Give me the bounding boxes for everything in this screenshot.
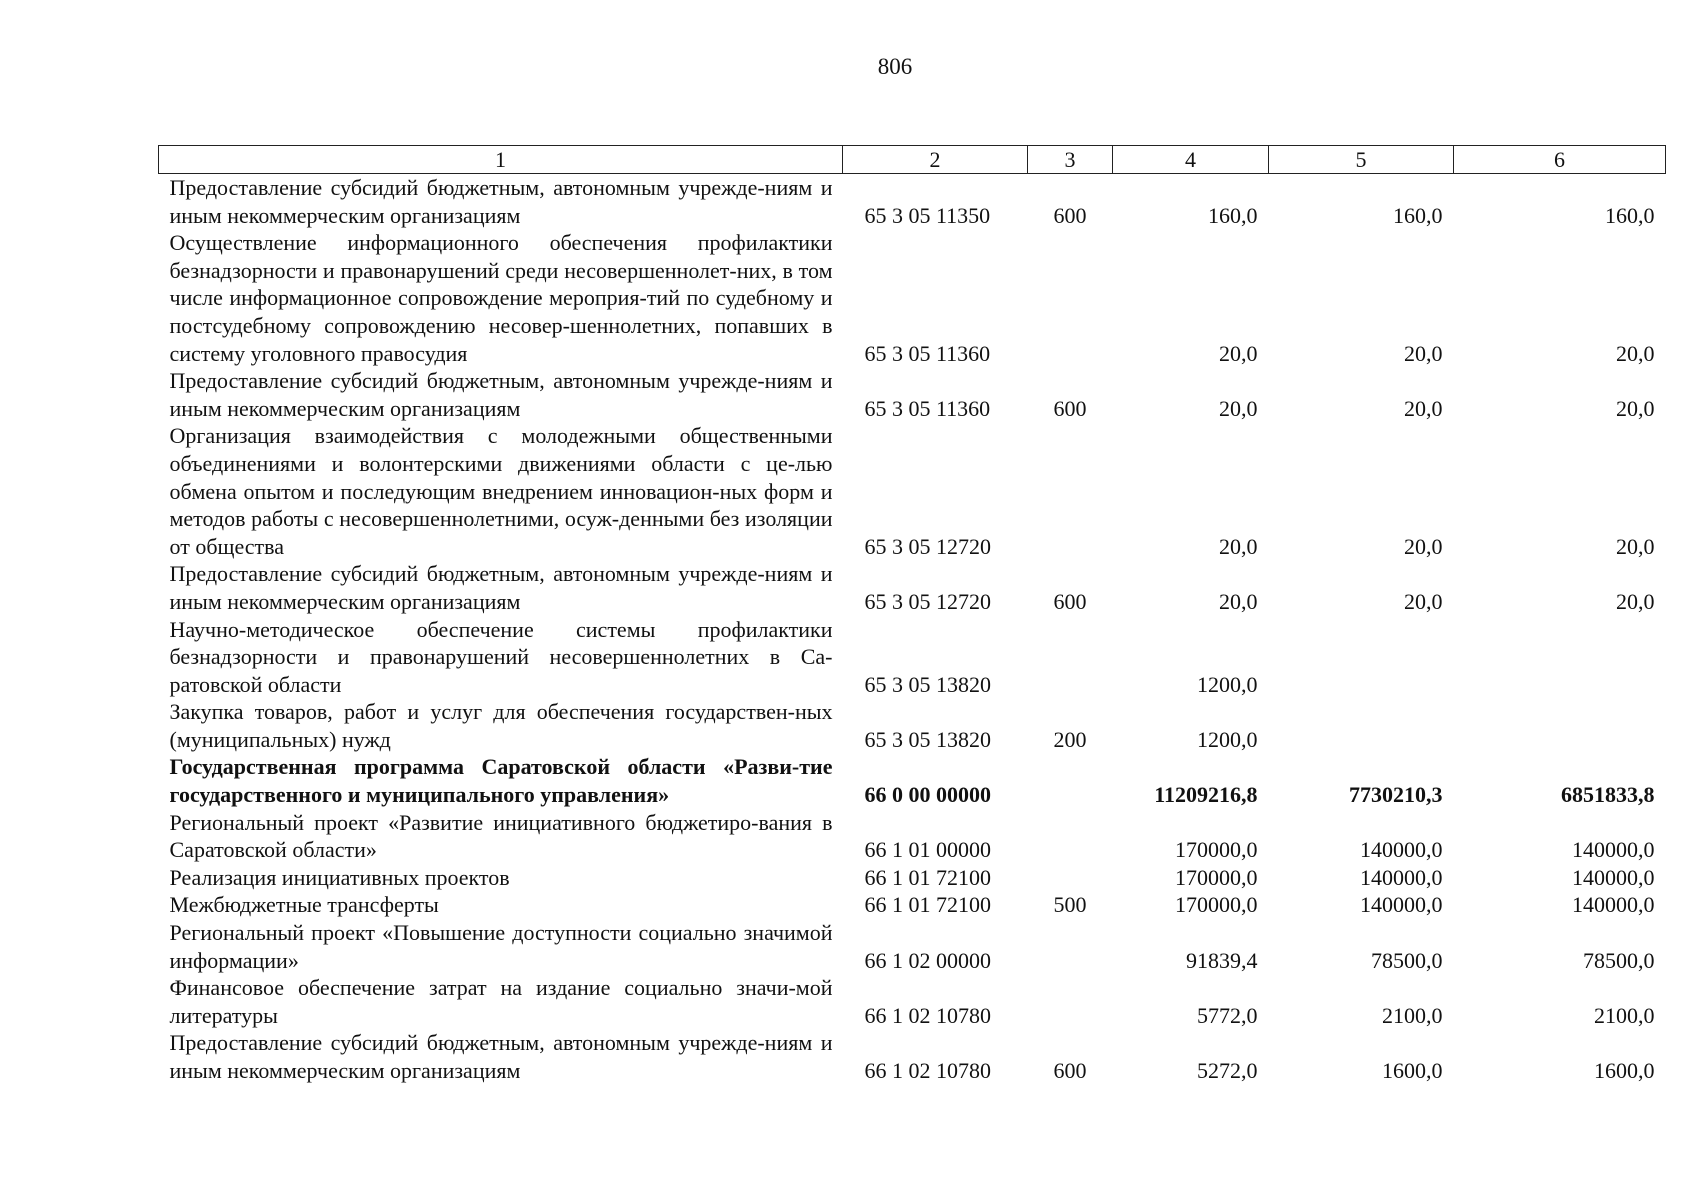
row-value-year1-cell: 20,0 [1219,533,1258,559]
row-type-cell: 200 [1053,726,1087,752]
table-body [159,174,1666,1085]
row-value-year1-cell: 20,0 [1219,395,1258,421]
row-code-cell: 66 1 01 72100 [864,864,991,890]
row-value-year3-cell: 20,0 [1616,395,1655,421]
row-value-year1-cell: 1200,0 [1197,671,1258,697]
row-code-cell: 65 3 05 12720 [864,588,991,614]
column-header-1: 1 [159,146,843,174]
row-code-cell: 65 3 05 13820 [864,671,991,697]
row-name-cell: Предоставление субсидий бюджетным, автономным учрежде-ниям и иным некоммерческим организациям [169,368,833,421]
row-value-year3-cell: 20,0 [1616,533,1655,559]
column-header-4: 4 [1113,146,1269,174]
column-header-2: 2 [843,146,1028,174]
page-number: 806 [877,54,913,79]
row-code-cell: 65 3 05 13820 [864,726,991,752]
row-value-year2-cell: 160,0 [1393,202,1443,228]
column-header-5: 5 [1269,146,1454,174]
row-type-cell [1028,616,1113,699]
table-row [159,229,1666,367]
table-row [159,864,1666,892]
row-type-cell [1028,919,1113,974]
row-value-year1-cell: 5772,0 [1197,1002,1258,1028]
row-value-year3-cell: 140000,0 [1572,864,1655,890]
row-name-cell: Региональный проект «Повышение доступности социально значимой информации» [169,920,833,973]
row-code-cell: 66 1 02 00000 [864,947,991,973]
row-code-cell: 65 3 05 11350 [864,202,991,228]
row-value-year2-cell: 20,0 [1404,340,1443,366]
table-row [159,367,1666,422]
row-type-cell [1028,974,1113,1029]
row-type-cell: 600 [1053,395,1087,421]
row-name-cell: Реализация инициативных проектов [169,864,510,890]
row-value-year3-cell: 160,0 [1605,202,1655,228]
row-type-cell: 600 [1053,202,1087,228]
column-header-3: 3 [1028,146,1113,174]
row-value-year2-cell: 2100,0 [1382,1002,1443,1028]
row-value-year2-cell: 20,0 [1404,395,1443,421]
row-value-year2-cell: 78500,0 [1371,947,1443,973]
table-row [159,753,1666,808]
table-row [159,560,1666,615]
row-value-year1-cell: 1200,0 [1197,726,1258,752]
row-value-year2-cell: 1600,0 [1382,1058,1443,1083]
table-header [159,146,1666,174]
row-type-cell: 500 [1053,892,1087,918]
row-name-cell: Осуществление информационного обеспечения профилактики безнадзорности и правонарушений среди несовершеннолет-них, в том числе информационное сопровождение мероприя-тий по судебному и постсудебному сопровождению несовер-шеннолетних, попавших в систему уголовного правосудия [169,230,833,366]
row-value-year1-cell: 170000,0 [1175,837,1258,863]
row-value-year3-cell: 2100,0 [1594,1002,1655,1028]
row-code-cell: 66 0 00 00000 [864,782,991,808]
row-value-year2-cell [1269,616,1454,699]
row-type-cell [1028,753,1113,808]
row-value-year1-cell: 170000,0 [1175,892,1258,918]
row-code-cell: 65 3 05 11360 [864,395,991,421]
row-type-cell [1028,422,1113,560]
table-row [159,974,1666,1029]
row-value-year3-cell: 140000,0 [1572,892,1655,918]
table-row [159,809,1666,864]
row-value-year2-cell: 140000,0 [1360,864,1443,890]
row-value-year3-cell [1454,698,1666,753]
row-type-cell: 600 [1053,588,1087,614]
table-row [159,1029,1666,1084]
row-value-year3-cell: 1600,0 [1594,1058,1655,1083]
table-row [159,174,1666,230]
row-value-year1-cell: 91839,4 [1186,947,1258,973]
row-type-cell [1028,809,1113,864]
row-value-year3-cell: 20,0 [1616,588,1655,614]
table-row [159,698,1666,753]
row-code-cell: 66 1 01 72100 [864,892,991,918]
column-header-6: 6 [1454,146,1666,174]
row-code-cell: 66 1 02 10780 [864,1058,991,1083]
header-row [159,146,1666,174]
row-name-cell: Организация взаимодействия с молодежными общественными объединениями и волонтерскими движениями области с це-лью обмена опытом и последующим внедрением инновацион-ных форм и методов работы с несовершеннолетними, осуж-денными без изоляции от общества [169,423,833,559]
row-value-year2-cell: 140000,0 [1360,892,1443,918]
row-code-cell: 65 3 05 12720 [864,533,991,559]
row-type-cell [1028,864,1113,892]
table-row [159,891,1666,919]
row-value-year1-cell: 11209216,8 [1154,782,1258,808]
row-code-cell: 66 1 02 10780 [864,1002,991,1028]
row-name-cell: Региональный проект «Развитие инициативного бюджетиро-вания в Саратовской области» [169,809,833,863]
row-name-cell: Государственная программа Саратовской области «Разви-тие государственного и муниципального управления» [169,754,833,808]
row-value-year1-cell: 5272,0 [1197,1058,1258,1083]
row-value-year3-cell: 78500,0 [1583,947,1655,973]
row-type-cell: 600 [1053,1058,1087,1083]
row-value-year3-cell [1454,616,1666,699]
row-value-year1-cell: 160,0 [1208,202,1258,228]
row-value-year2-cell: 20,0 [1404,533,1443,559]
row-name-cell: Финансовое обеспечение затрат на издание социально значи-мой литературы [169,975,833,1028]
budget-table [158,145,1666,1085]
row-value-year1-cell: 20,0 [1219,340,1258,366]
row-value-year2-cell: 140000,0 [1360,837,1443,863]
row-value-year2-cell: 20,0 [1404,588,1443,614]
row-value-year3-cell: 6851833,8 [1561,782,1655,808]
row-value-year1-cell: 20,0 [1219,588,1258,614]
row-value-year3-cell: 140000,0 [1572,837,1655,863]
table-row [159,616,1666,699]
row-name-cell: Межбюджетные трансферты [169,892,439,918]
row-value-year3-cell: 20,0 [1616,340,1655,366]
row-name-cell: Предоставление субсидий бюджетным, автономным учрежде-ниям и иным некоммерческим организациям [169,1030,833,1083]
row-name-cell: Предоставление субсидий бюджетным, автономным учрежде-ниям и иным некоммерческим организациям [169,561,833,614]
row-code-cell: 66 1 01 00000 [864,837,991,863]
table-row [159,919,1666,974]
row-name-cell: Предоставление субсидий бюджетным, автономным учрежде-ниям и иным некоммерческим организациям [169,175,833,228]
row-name-cell: Закупка товаров, работ и услуг для обеспечения государствен-ных (муниципальных) нужд [169,699,833,752]
row-code-cell: 65 3 05 11360 [864,340,991,366]
row-type-cell [1028,229,1113,367]
row-name-cell: Научно-методическое обеспечение системы профилактики безнадзорности и правонарушений несовершеннолетних в Са-ратовской области [169,616,833,697]
row-value-year2-cell: 7730210,3 [1349,782,1443,808]
row-value-year1-cell: 170000,0 [1175,864,1258,890]
row-value-year2-cell [1269,698,1454,753]
table-row [159,422,1666,560]
